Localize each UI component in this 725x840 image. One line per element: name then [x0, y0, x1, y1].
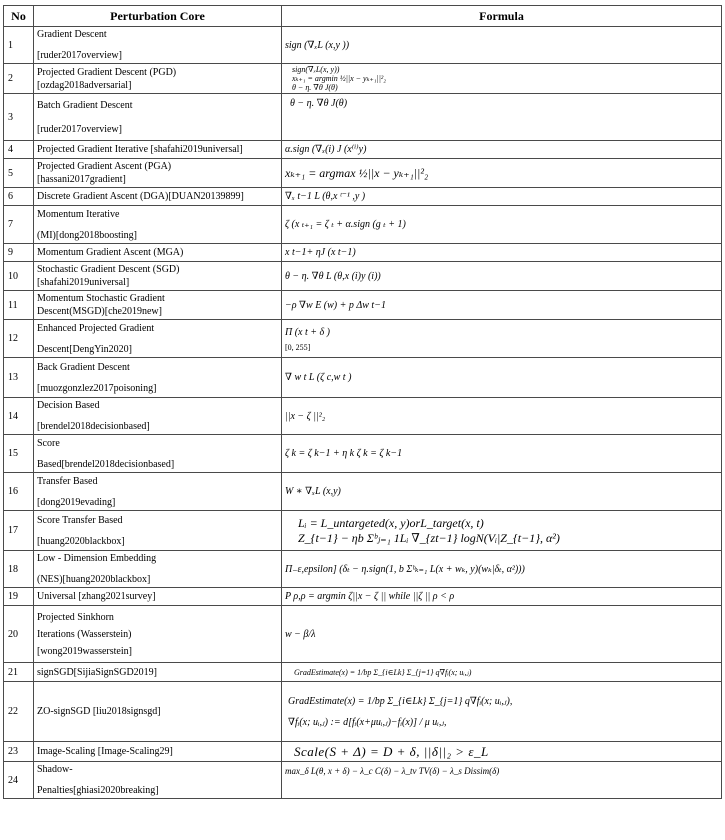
row-formula [282, 606, 722, 663]
row-core [34, 94, 282, 141]
row-core [34, 159, 282, 188]
row-core [34, 358, 282, 398]
row-core [34, 551, 282, 588]
core-text: Descent[DengYin2020] [37, 343, 132, 355]
table-row [4, 606, 722, 663]
row-number: 10 [4, 262, 34, 291]
row-number: 1 [4, 27, 34, 64]
row-number: 21 [4, 663, 34, 682]
core-text: [wong2019wasserstein] [37, 645, 132, 657]
row-core [34, 244, 282, 262]
core-text: Iterations (Wasserstein) [37, 628, 132, 640]
row-formula [282, 742, 722, 762]
row-number: 2 [4, 64, 34, 94]
formula-text: x t−1+ ηJ (x t−1) [285, 247, 356, 258]
formula-text: α.sign (∇ₓ(i) J (x⁽ⁱ⁾y) [285, 144, 367, 155]
row-number: 15 [4, 435, 34, 473]
row-number: 17 [4, 511, 34, 551]
core-text: [ozdag2018adversarial] [37, 79, 132, 91]
core-text: [hassani2017gradient] [37, 174, 126, 185]
core-text: Discrete Gradient Ascent (DGA)[DUAN20139899] [37, 191, 244, 202]
row-number: 22 [4, 682, 34, 742]
formula-text: Z_{t−1} − ηb Σᵇⱼ₌₁ 1Lᵢ ∇_{zt−1} logN(Vᵢ|Z_{t−1}, α²) [298, 530, 560, 545]
table-row [4, 358, 722, 398]
core-text: Momentum Iterative [37, 208, 120, 220]
row-formula [282, 27, 722, 64]
formula-text: max_δ L(θ, x + δ) − λ_c C(δ) − λ_tv TV(δ) − λ_s Dissim(δ) [285, 766, 500, 776]
table-row [4, 159, 722, 188]
core-text: Projected Gradient Iterative [shafahi2019universal] [37, 144, 243, 155]
row-core [34, 606, 282, 663]
formula-text: Lᵢ = L_untargeted(x, y)orL_target(x, t) [298, 515, 484, 530]
core-text: [huang2020blackbox] [37, 535, 125, 547]
row-core [34, 762, 282, 799]
formula-text: ||x − ζ ||²₂ [285, 410, 326, 422]
formula-text: GradEstimate(x) = 1/bp Σ_{i∈Lk} Σ_{j=1} q∇fᵢ(x; uᵢ,ⱼ), [288, 695, 513, 707]
table-row [4, 262, 722, 291]
row-formula [282, 398, 722, 435]
formula-text: θ − η. ∇θ L (θ,x (i)y (i)) [285, 270, 381, 282]
table-row [4, 206, 722, 244]
core-text: [brendel2018decisionbased] [37, 421, 150, 432]
row-formula [282, 188, 722, 206]
row-number: 3 [4, 94, 34, 141]
table-row [4, 398, 722, 435]
table-row [4, 94, 722, 141]
row-formula [282, 291, 722, 320]
table-row [4, 588, 722, 606]
formula-text: Π₋ε,epsilon] (δₜ − η.sign(1, b Σᵇₖ₌₁ L(x + wₖ, y)(wₖ|δₜ, α²))) [285, 563, 525, 575]
table-row [4, 64, 722, 94]
formula-text: xₖ₊₁ = argmax ½||x − yₖ₊₁||²₂ [285, 165, 429, 180]
header-formula: Formula [282, 6, 722, 27]
core-text: [shafahi2019universal] [37, 277, 130, 288]
row-core [34, 27, 282, 64]
row-number: 11 [4, 291, 34, 320]
formula-text: sign (∇ₓL (x,y )) [285, 39, 350, 51]
core-text: ZO-signSGD [liu2018signsgd] [37, 706, 161, 717]
formula-text: θ − η. ∇θ J(θ) [290, 98, 348, 109]
row-formula [282, 262, 722, 291]
core-text: Projected Sinkhorn [37, 611, 114, 623]
row-core [34, 742, 282, 762]
core-text: Shadow- [37, 764, 73, 775]
formula-text: xₖ₊₁ = argmin ½||x − yₖ₊₁||²₂ [292, 74, 387, 83]
formula-text: ∇fᵢ(x; uᵢ,ⱼ) := d[fᵢ(x+μuᵢ,ⱼ)−fᵢ(x)] / μ uᵢ,ⱼ, [288, 716, 447, 728]
core-text: signSGD[SijiaSignSGD2019] [37, 666, 158, 678]
row-formula [282, 435, 722, 473]
formula-text: −ρ ∇w E (w) + p Δw t−1 [285, 299, 386, 311]
core-text: Momentum Gradient Ascent (MGA) [37, 247, 184, 258]
formula-text: GradEstimate(x) = 1/bp Σ_{i∈Lk} Σ_{j=1} q∇fᵢ(x; uᵢ,ⱼ) [294, 667, 472, 677]
row-core [34, 473, 282, 511]
row-core [34, 588, 282, 606]
row-formula [282, 244, 722, 262]
table-row [4, 291, 722, 320]
row-core [34, 291, 282, 320]
core-text: Universal [zhang2021survey] [37, 591, 156, 602]
formula-text: ζ (x ₜ₊₁ = ζ ₜ + α.sign (g ₜ + 1) [285, 219, 406, 230]
core-text: Enhanced Projected Gradient [37, 322, 155, 334]
table-row [4, 742, 722, 762]
core-text: Projected Gradient Descent (PGD) [37, 66, 177, 78]
row-formula [282, 473, 722, 511]
perturbation-table [3, 5, 722, 799]
core-text: [ruder2017overview] [37, 123, 122, 135]
core-text: Image-Scaling [Image-Scaling29] [37, 746, 173, 757]
row-number: 5 [4, 159, 34, 188]
row-formula [282, 762, 722, 799]
row-formula [282, 94, 722, 141]
row-formula [282, 663, 722, 682]
row-number: 13 [4, 358, 34, 398]
formula-text: sign(∇ₓL(x, y)) [292, 65, 340, 74]
core-text: [muozgonzlez2017poisoning] [37, 382, 157, 394]
formula-text: W ∗ ∇ₓL (x,y) [285, 486, 341, 497]
row-formula [282, 320, 722, 358]
row-number: 4 [4, 141, 34, 159]
row-core [34, 262, 282, 291]
core-text: Penalties[ghiasi2020breaking] [37, 785, 159, 796]
row-number: 24 [4, 762, 34, 799]
core-text: Gradient Descent [37, 29, 107, 40]
row-core [34, 188, 282, 206]
table-row [4, 511, 722, 551]
formula-text: θ − η. ∇θ J(θ) [292, 83, 338, 92]
row-core [34, 435, 282, 473]
row-core [34, 682, 282, 742]
row-core [34, 663, 282, 682]
core-text: Back Gradient Descent [37, 361, 130, 373]
core-text: Score Transfer Based [37, 514, 123, 526]
table-row [4, 188, 722, 206]
row-formula [282, 511, 722, 551]
row-number: 9 [4, 244, 34, 262]
formula-text: w − β/λ [285, 628, 316, 640]
core-text: Decision Based [37, 400, 100, 411]
formula-text: ∇ w t L (ζ c,w t ) [285, 372, 352, 383]
row-number: 18 [4, 551, 34, 588]
core-text: [dong2019evading] [37, 496, 116, 508]
core-text: Score [37, 437, 60, 449]
row-formula [282, 358, 722, 398]
row-number: 19 [4, 588, 34, 606]
formula-text: Π (x t + δ ) [285, 326, 330, 338]
table-row [4, 473, 722, 511]
row-core [34, 206, 282, 244]
header-row [4, 6, 722, 27]
table-row [4, 141, 722, 159]
formula-text: Scale(S + Δ) = D + δ, ||δ||₂ > ε_L [294, 743, 489, 759]
table-row [4, 244, 722, 262]
table-row [4, 27, 722, 64]
row-formula [282, 588, 722, 606]
formula-text: ∇ₓ t−1 L (θ,x ᵗ⁻¹ ,y ) [285, 191, 366, 202]
core-text: Batch Gradient Descent [37, 99, 133, 111]
table-row [4, 682, 722, 742]
core-text: Low - Dimension Embedding [37, 553, 157, 564]
row-number: 16 [4, 473, 34, 511]
row-core [34, 320, 282, 358]
row-formula [282, 206, 722, 244]
header-no: No [4, 6, 34, 27]
row-number: 6 [4, 188, 34, 206]
row-number: 14 [4, 398, 34, 435]
formula-text: ζ k = ζ k−1 + η k ζ k = ζ k−1 [285, 448, 403, 459]
table-row [4, 551, 722, 588]
row-formula [282, 159, 722, 188]
row-number: 7 [4, 206, 34, 244]
table-row [4, 762, 722, 799]
row-core [34, 141, 282, 159]
header-core: Perturbation Core [34, 6, 282, 27]
core-text: (NES)[huang2020blackbox] [37, 574, 151, 585]
row-formula [282, 141, 722, 159]
formula-text: P ρ,ρ = argmin ζ||x − ζ || while ||ζ || ρ < ρ [285, 591, 455, 602]
core-text: [ruder2017overview] [37, 50, 122, 61]
row-core [34, 64, 282, 94]
core-text: Stochastic Gradient Descent (SGD) [37, 264, 180, 275]
row-formula [282, 551, 722, 588]
row-formula [282, 64, 722, 94]
formula-text: [0, 255] [285, 342, 311, 352]
row-number: 20 [4, 606, 34, 663]
core-text: Descent(MSGD)[che2019new] [37, 306, 162, 317]
core-text: Momentum Stochastic Gradient [37, 293, 165, 304]
core-text: Based[brendel2018decisionbased] [37, 458, 175, 470]
row-core [34, 398, 282, 435]
row-number: 12 [4, 320, 34, 358]
core-text: Projected Gradient Ascent (PGA) [37, 161, 172, 172]
row-number: 23 [4, 742, 34, 762]
table-row [4, 320, 722, 358]
row-formula [282, 682, 722, 742]
table-row [4, 435, 722, 473]
table-row [4, 663, 722, 682]
row-core [34, 511, 282, 551]
core-text: Transfer Based [37, 475, 98, 487]
core-text: (MI)[dong2018boosting] [37, 229, 137, 241]
